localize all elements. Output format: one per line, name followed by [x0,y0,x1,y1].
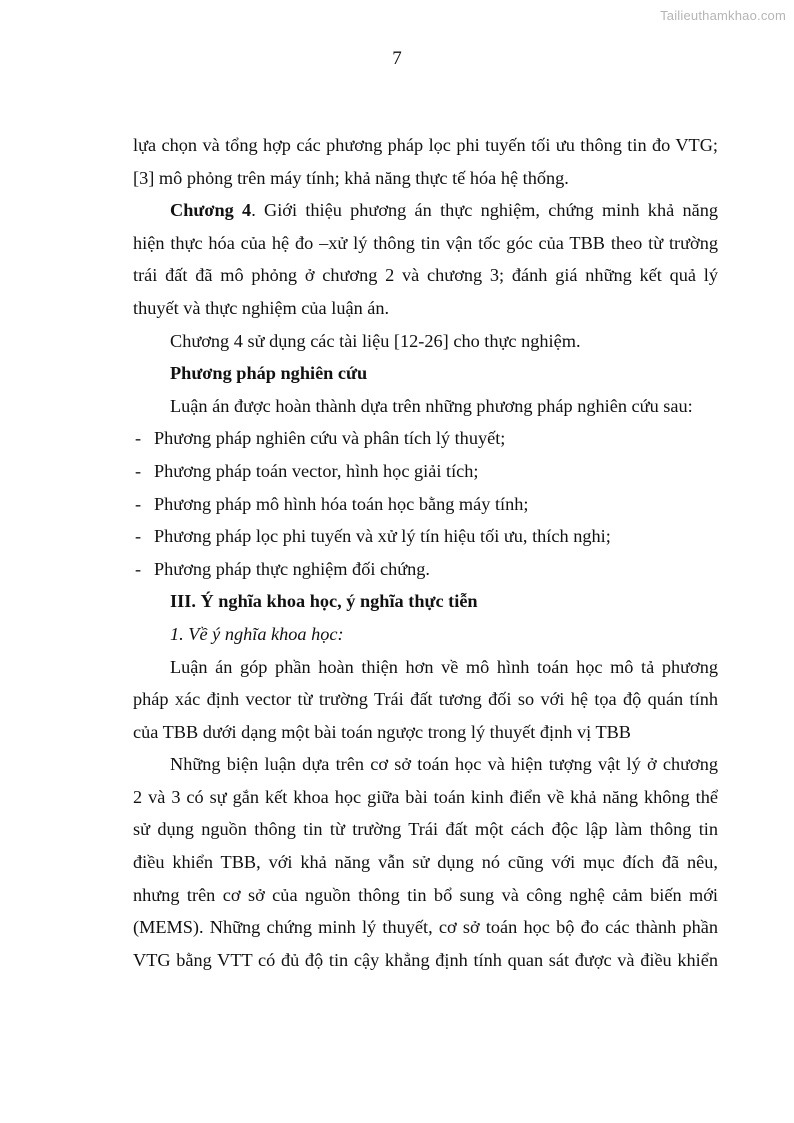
paragraph-line: hiện thực hóa của hệ đo –xử lý thông tin vận tốc góc của TBB theo từ trường [133,232,718,253]
paragraph-line: VTG bằng VTT có đủ độ tin cậy khẳng định tính quan sát được và điều khiển [133,949,718,970]
paragraph-text: . Giới thiệu phương án thực nghiệm, chứng minh khả năng [251,200,718,221]
method-text: Phương pháp mô hình hóa toán học bằng máy tính; [154,493,529,514]
paragraph-line: Những biện luận dựa trên cơ sở toán học và hiện tượng vật lý ở chương [170,754,718,775]
bullet-dash-icon: - [135,558,142,579]
page-number: 7 [392,48,402,69]
paragraph-line: thuyết và thực nghiệm của luận án. [133,297,390,318]
paragraph-line: [3] mô phỏng trên máy tính; khả năng thực tế hóa hệ thống. [133,167,569,188]
paragraph-line: nhưng trên cơ sở của nguồn thông tin bổ sung và công nghệ cảm biến mới [133,884,718,905]
section-heading-significance: III. Ý nghĩa khoa học, ý nghĩa thực tiễn [170,591,478,612]
method-text: Phương pháp nghiên cứu và phân tích lý thuyết; [154,428,506,449]
bullet-dash-icon: - [135,428,142,449]
method-list-item [133,488,718,521]
method-list-item [133,553,718,586]
method-text: Phương pháp lọc phi tuyến và xử lý tín hiệu tối ưu, thích nghi; [154,526,611,547]
method-text: Phương pháp thực nghiệm đối chứng. [154,558,431,579]
paragraph-line: Chương 4 sử dụng các tài liệu [12-26] cho thực nghiệm. [170,330,581,351]
bullet-dash-icon: - [135,493,142,514]
method-text: Phương pháp toán vector, hình học giải tích; [154,460,479,481]
bullet-dash-icon: - [135,460,142,481]
watermark: Tailieuthamkhao.com [660,8,786,23]
paragraph-line: lựa chọn và tổng hợp các phương pháp lọc phi tuyến tối ưu thông tin đo VTG; [133,135,718,155]
document-body [133,129,718,976]
paragraph-line: Luận án góp phần hoàn thiện hơn về mô hình toán học mô tả phương [170,656,718,677]
chapter-4-line [133,194,718,227]
method-list-item [133,422,718,455]
method-list-item [133,455,718,488]
paragraph-line: Luận án được hoàn thành dựa trên những phương pháp nghiên cứu sau: [170,395,693,416]
paragraph-line: điều khiển TBB, với khả năng vẫn sử dụng nó cũng với mục đích đã nêu, [133,852,718,873]
subsection-heading-scientific: 1. Về ý nghĩa khoa học: [170,623,344,644]
paragraph-line: 2 và 3 có sự gắn kết khoa học giữa bài toán kinh điển về khả năng không thể [133,786,718,807]
paragraph-line: trái đất đã mô phỏng ở chương 2 và chương 3; đánh giá những kết quả lý [133,265,718,286]
paragraph-line: pháp xác định vector từ trường Trái đất tương đối so với hệ tọa độ quán tính [133,689,718,710]
paragraph-line: của TBB dưới dạng một bài toán ngược trong lý thuyết định vị TBB [133,721,632,742]
bullet-dash-icon: - [135,526,142,547]
section-heading-methods: Phương pháp nghiên cứu [170,363,368,384]
method-list-item [133,520,718,553]
paragraph-line: (MEMS). Những chứng minh lý thuyết, cơ sở toán học bộ đo các thành phần [133,917,718,938]
chapter-4-heading: Chương 4 [170,200,252,221]
paragraph-line: sử dụng nguồn thông tin từ trường Trái đất một cách độc lập làm thông tin [133,819,718,840]
